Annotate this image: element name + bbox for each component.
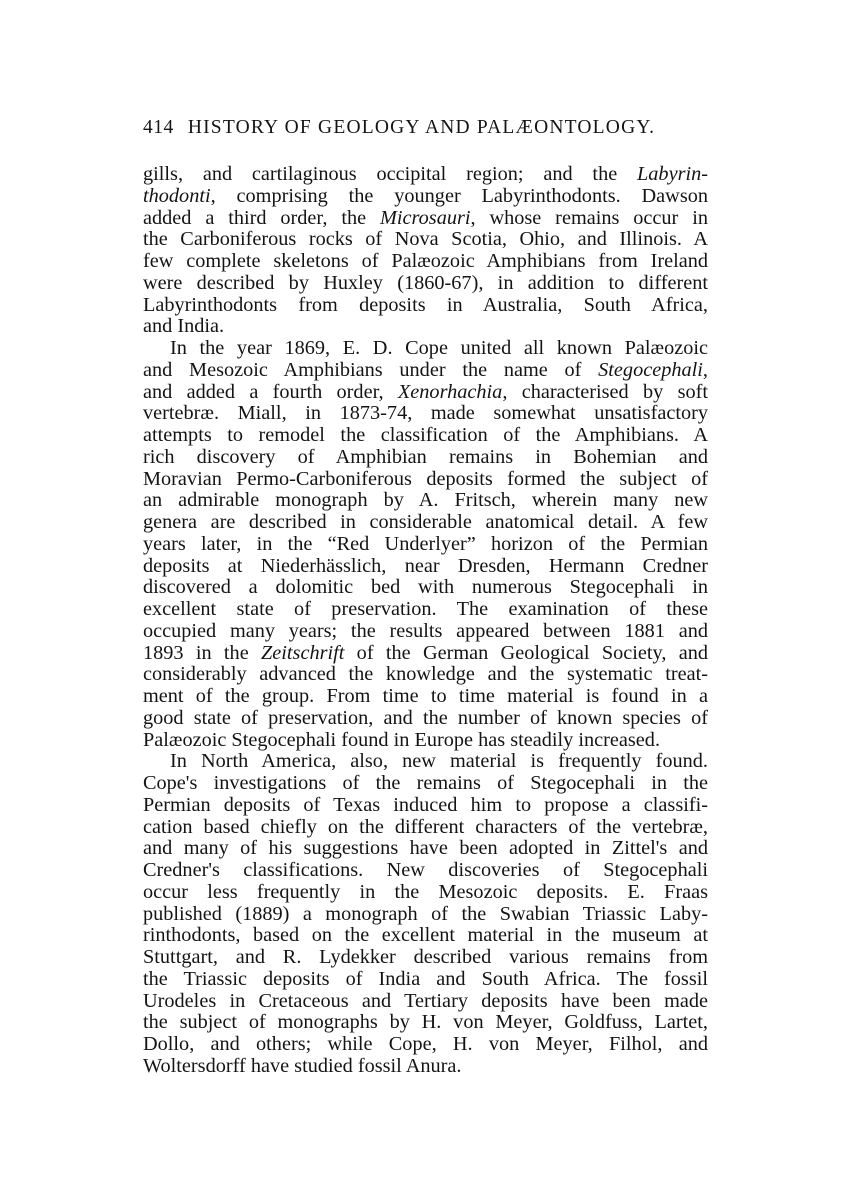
text-segment: added a third order, the	[143, 206, 380, 229]
text-line	[143, 664, 708, 686]
page-number: 414	[143, 117, 174, 138]
text-segment: published (1889) a monograph of the Swabian Triassic Laby-	[143, 902, 708, 925]
text-line	[143, 773, 708, 795]
text-segment: cation based chiefly on the different characters of the vertebræ,	[143, 815, 708, 838]
text-segment: Cope's investigations of the remains of Stegocephali in the	[143, 772, 708, 794]
text-line	[143, 447, 708, 469]
text-segment: considerably advanced the knowledge and the systematic treat-	[143, 663, 708, 686]
text-segment: and added a fourth order,	[143, 380, 398, 403]
text-segment: deposits at Niederhässlich, near Dresden, Hermann Credner	[143, 554, 708, 577]
text-segment: excellent state of preservation. The examination of these	[143, 598, 708, 620]
text-line	[143, 925, 708, 947]
text-line	[143, 360, 708, 382]
text-line	[143, 534, 708, 556]
text-segment: discovered a dolomitic bed with numerous Stegocephali in	[143, 576, 708, 599]
text-line	[143, 686, 708, 708]
text-line	[143, 599, 708, 621]
text-segment: good state of preservation, and the number of known species of	[143, 706, 708, 729]
text-line	[143, 556, 708, 578]
text-segment: the Carboniferous rocks of Nova Scotia, Ohio, and Illinois. A	[143, 228, 708, 251]
text-segment: Palæozoic Stegocephali found in Europe has steadily increased.	[143, 728, 661, 751]
text-segment: rich discovery of Amphibian remains in Bohemian and	[143, 445, 708, 468]
text-segment: Xenorhachia	[397, 380, 503, 403]
text-line	[143, 512, 708, 534]
text-line	[143, 904, 708, 926]
text-segment: In North America, also, new material is frequently found.	[170, 750, 708, 773]
text-segment: ,	[702, 358, 708, 381]
text-line	[143, 991, 708, 1013]
text-line	[143, 425, 708, 447]
text-segment: Permian deposits of Texas induced him to propose a classifi-	[143, 793, 708, 816]
text-segment: were described by Huxley (1860-67), in addition to different	[143, 271, 708, 294]
text-line	[143, 969, 708, 991]
text-segment: years later, in the “Red Underlyer” horizon of the Permian	[143, 532, 708, 555]
text-line	[143, 708, 708, 730]
text-line	[143, 1056, 708, 1078]
text-line	[143, 490, 708, 512]
text-line	[143, 838, 708, 860]
text-line	[143, 1012, 708, 1034]
text-line	[143, 229, 708, 251]
text-segment: Woltersdorff have studied fossil Anura.	[143, 1054, 462, 1077]
text-segment: the Triassic deposits of India and South Africa. The fossil	[143, 967, 708, 990]
text-segment: , characterised by soft	[502, 380, 708, 403]
text-segment: Microsauri	[380, 206, 471, 229]
text-line	[143, 795, 708, 817]
text-segment: and Mesozoic Amphibians under the name of	[143, 358, 599, 381]
text-line	[143, 751, 708, 773]
text-segment: an admirable monograph by A. Fritsch, wherein many new	[143, 489, 708, 512]
text-segment: Labyrinthodonts from deposits in Australia, South Africa,	[143, 293, 708, 316]
text-segment: of the German Geological Society, and	[344, 641, 708, 664]
text-segment: occupied many years; the results appeared between 1881 and	[143, 619, 708, 642]
text-segment: genera are described in considerable anatomical detail. A few	[143, 511, 708, 533]
text-line	[143, 817, 708, 839]
text-segment: Zeitschrift	[261, 641, 345, 664]
text-segment: , comprising the younger Labyrinthodonts. Dawson	[210, 184, 708, 207]
text-segment: and India.	[143, 315, 225, 338]
text-line	[143, 186, 708, 208]
text-segment: Stegocephali	[598, 358, 703, 381]
running-title: HISTORY OF GEOLOGY AND PALÆONTOLOGY.	[187, 117, 656, 138]
text-line	[143, 947, 708, 969]
text-segment: Urodeles in Cretaceous and Tertiary deposits have been made	[143, 989, 708, 1012]
text-line	[143, 316, 708, 338]
text-segment: In the year 1869, E. D. Cope united all known Palæozoic	[170, 337, 708, 359]
text-line	[143, 621, 708, 643]
text-line	[143, 577, 708, 599]
text-line	[143, 251, 708, 273]
text-segment: the subject of monographs by H. von Meyer, Goldfuss, Lartet,	[143, 1011, 708, 1034]
text-segment: ment of the group. From time to time material is found in a	[143, 685, 708, 707]
text-line	[143, 273, 708, 295]
text-segment: thodonti	[143, 184, 211, 207]
text-line	[143, 730, 708, 752]
text-line	[143, 643, 708, 665]
text-segment: , whose remains occur in	[470, 206, 708, 229]
body-text	[143, 164, 708, 1078]
text-line	[143, 882, 708, 904]
text-line	[143, 338, 708, 360]
text-segment: Dollo, and others; while Cope, H. von Meyer, Filhol, and	[143, 1033, 708, 1055]
text-segment: few complete skeletons of Palæozoic Amphibians from Ireland	[143, 250, 708, 272]
text-line	[143, 164, 708, 186]
text-line	[143, 382, 708, 404]
text-segment: 1893 in the	[143, 641, 261, 664]
text-line	[143, 469, 708, 491]
text-segment: occur less frequently in the Mesozoic deposits. E. Fraas	[143, 880, 708, 903]
text-segment: attempts to remodel the classification of the Amphibians. A	[143, 424, 708, 446]
text-line	[143, 403, 708, 425]
text-segment: Moravian Permo-Carboniferous deposits formed the subject of	[143, 467, 708, 490]
text-segment: Credner's classifications. New discoveries of Stegocephali	[143, 859, 708, 881]
text-line	[143, 295, 708, 317]
text-segment: gills, and cartilaginous occipital region; and the	[143, 163, 638, 185]
text-line	[143, 208, 708, 230]
text-line	[143, 1034, 708, 1056]
text-segment: Stuttgart, and R. Lydekker described various remains from	[143, 946, 708, 968]
text-segment: vertebræ. Miall, in 1873-74, made somewhat unsatisfactory	[143, 402, 708, 425]
text-segment: and many of his suggestions have been adopted in Zittel's and	[143, 837, 708, 860]
running-header	[143, 117, 723, 139]
text-line	[143, 860, 708, 882]
text-segment: Labyrin-	[637, 163, 708, 185]
text-segment: rinthodonts, based on the excellent material in the museum at	[143, 924, 708, 947]
